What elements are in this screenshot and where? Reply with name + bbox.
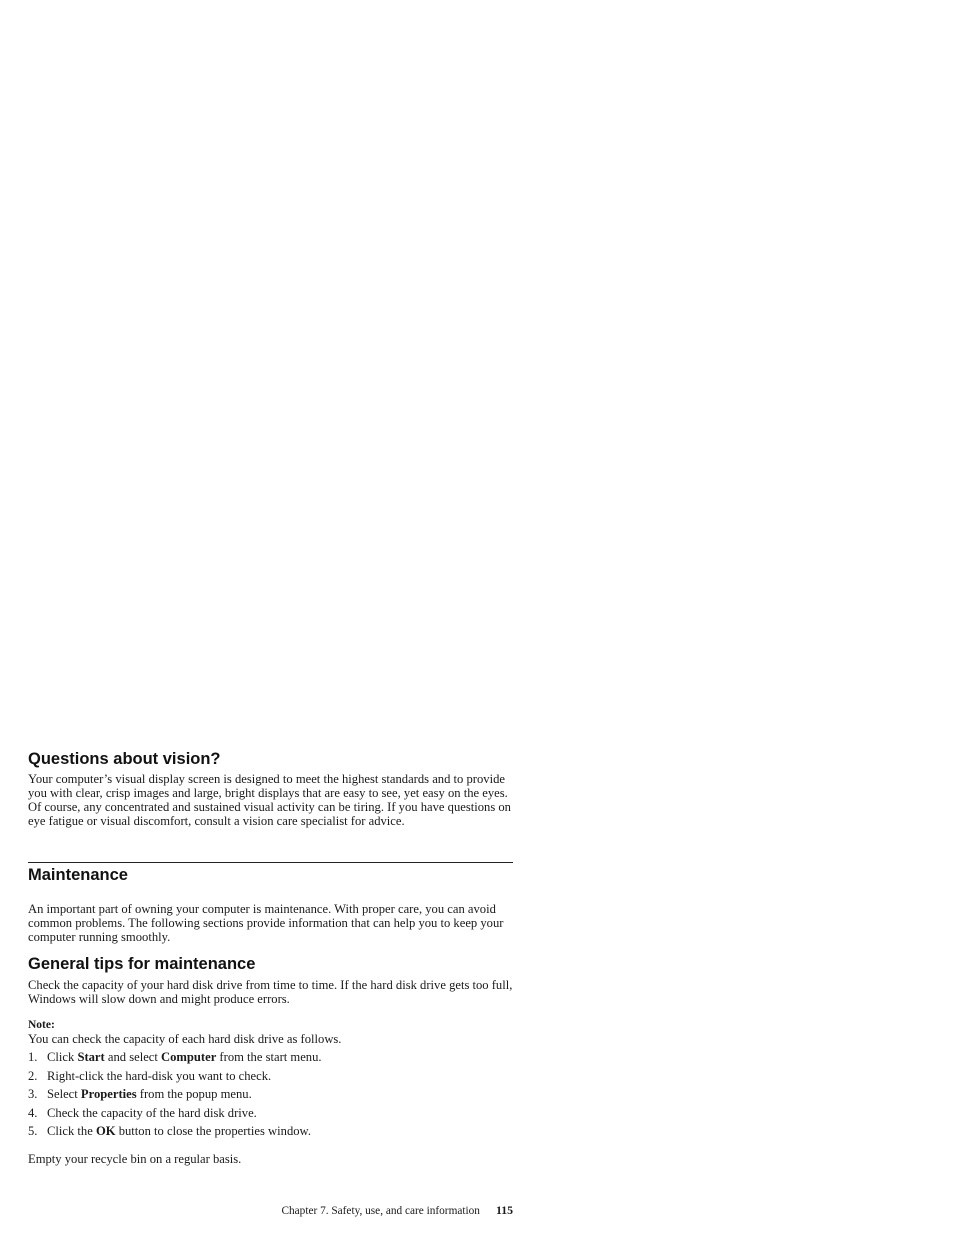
step-text: and select (104, 1050, 162, 1064)
step-number: 4. (28, 1105, 38, 1120)
step-number: 1. (28, 1050, 38, 1064)
vision-paragraph: Your computer’s visual display screen is designed to meet the highest standards and to provide you with clear, crisp images and large, bright displays that are easy to see, yet easy on the eyes. Of course, any concentrated and sustained visual activity can be tiring. If you have questions on eye fatigue or visual discomfort, consult a vision care specialist for advice. (28, 772, 511, 828)
section-heading-maintenance: Maintenance (28, 866, 128, 884)
step-text: Select (47, 1087, 81, 1102)
note-label: Note: (28, 1019, 55, 1031)
step-bold-term: Start (77, 1050, 105, 1064)
step-text: Right-click the hard-disk you want to check. (47, 1068, 272, 1083)
maintenance-paragraph: An important part of owning your computer is maintenance. With proper care, you can avoid common problems. The following sections provide information that can help you to keep your computer running smoothly. (28, 902, 504, 944)
list-item (28, 1069, 513, 1088)
list-item (28, 1106, 513, 1125)
step-text: Click (47, 1050, 78, 1064)
step-number: 3. (28, 1087, 38, 1102)
page-footer (281, 1203, 513, 1218)
footer-chapter-title: Chapter 7. Safety, use, and care information (281, 1205, 480, 1217)
step-text: from the popup menu. (136, 1087, 252, 1102)
list-item (28, 1124, 513, 1143)
step-number: 5. (28, 1124, 38, 1139)
closing-paragraph: Empty your recycle bin on a regular basis. (28, 1152, 242, 1166)
list-item (28, 1050, 513, 1069)
steps-list (28, 1050, 513, 1143)
step-text: Check the capacity of the hard disk drive. (47, 1105, 257, 1120)
section-heading-vision: Questions about vision? (28, 750, 221, 768)
step-bold-term: OK (95, 1124, 116, 1139)
note-text: You can check the capacity of each hard disk drive as follows. (28, 1032, 342, 1046)
step-text: from the start menu. (216, 1050, 322, 1064)
step-number: 2. (28, 1068, 38, 1083)
document-page (28, 0, 513, 1235)
section-divider (28, 862, 513, 863)
general-tips-paragraph: Check the capacity of your hard disk drive from time to time. If the hard disk drive gets too full, Windows will slow down and might produce errors. (28, 978, 513, 1006)
step-bold-term: Computer (161, 1050, 217, 1064)
page-number: 115 (495, 1203, 513, 1217)
list-item (28, 1087, 513, 1106)
step-bold-term: Properties (80, 1087, 137, 1102)
section-heading-general-tips: General tips for maintenance (28, 955, 256, 973)
step-text: button to close the properties window. (115, 1124, 311, 1139)
step-text: Click the (47, 1124, 96, 1139)
